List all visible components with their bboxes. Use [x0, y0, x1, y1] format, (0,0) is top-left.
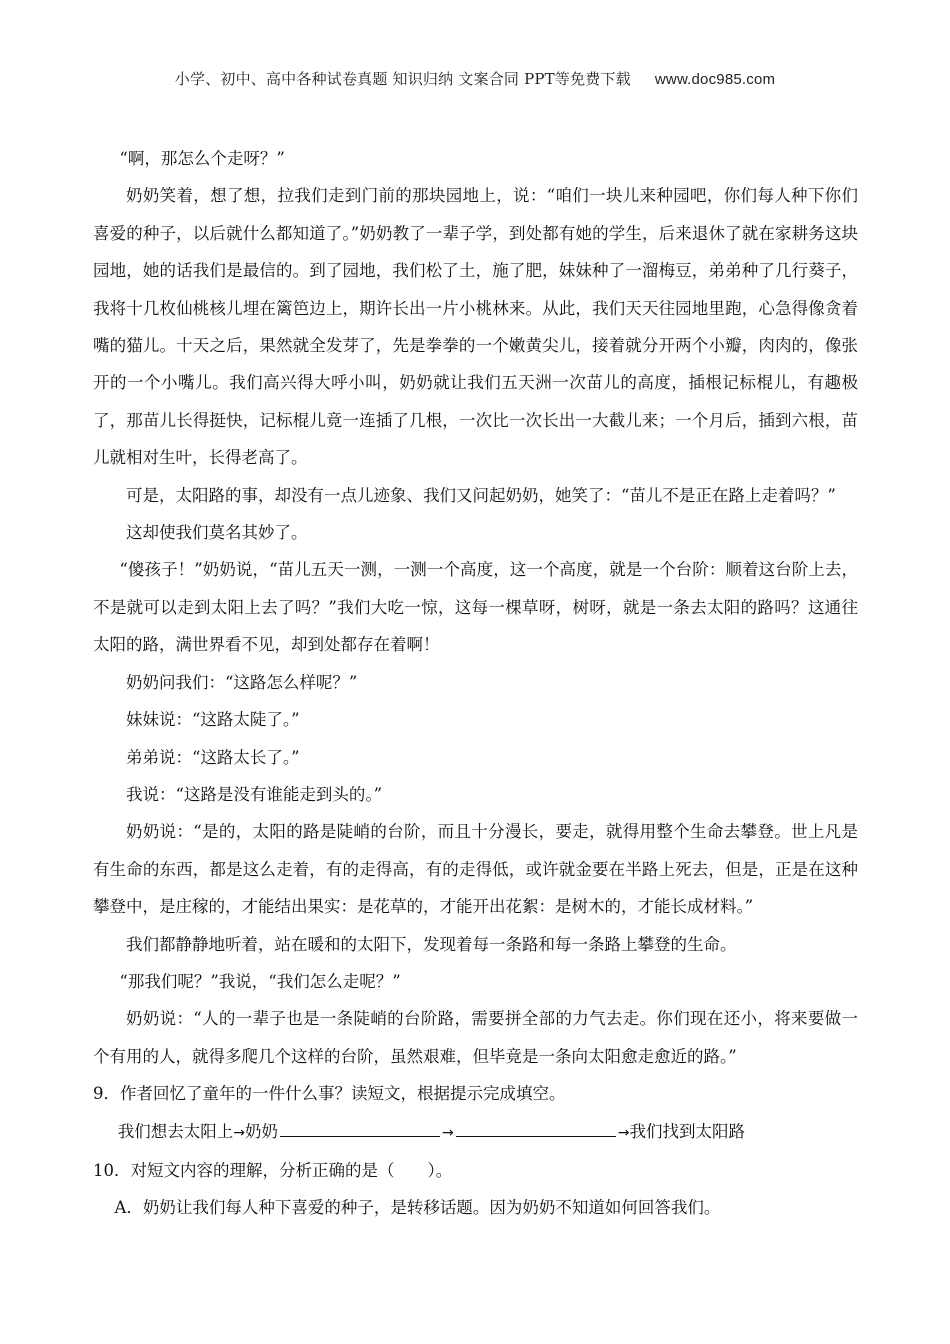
page-header: [0, 68, 950, 89]
story-paragraph: “傻孩子！”奶奶说，“苗儿五天一测，一测一个高度，这一个高度，就是一个台阶：顺着这台阶上去，不是就可以走到太阳上去了吗？”我们大吃一惊，这每一棵草呀，树呀，就是一条去太阳的路吗？这通往太阳的路，满世界看不见，却到处都存在着啊！: [93, 560, 858, 655]
document-body: [93, 140, 858, 1227]
story-paragraph: 可是，太阳路的事，却没有一点儿迹象、我们又问起奶奶，她笑了：“苗儿不是正在路上走着吗？”: [126, 485, 836, 505]
story-paragraph: 奶奶笑着，想了想，拉我们走到门前的那块园地上，说：“咱们一块儿来种园吧，你们每人种下你们喜爱的种子，以后就什么都知道了。”奶奶教了一辈子学，到处都有她的学生，后来退休了就在家耕务这块园地，她的话我们是最信的。到了园地，我们松了土，施了肥，妹妹种了一溜梅豆，弟弟种了几行葵子，我将十几枚仙桃核儿埋在篱笆边上，期许长出一片小桃林来。从此，我们天天往园地里跑，心急得像贪着嘴的猫儿。十天之后，果然就全发芽了，先是拳拳的一个嫩黄尖儿，接着就分开两个小瓣，肉肉的，像张开的一个小嘴儿。我们高兴得大呼小叫，奶奶就让我们五天洲一次苗儿的高度，插根记标棍儿，有趣极了，那苗儿长得挺快，记标棍儿竟一连插了几根，一次比一次长出一大截儿来；一个月后，插到六根，苗儿就相对生叶，长得老高了。: [93, 186, 858, 468]
arrow-icon: →: [441, 1124, 454, 1141]
question-9-fill-blanks: [93, 1113, 858, 1152]
question-10-option-a[interactable]: A．奶奶让我们每人种下喜爱的种子，是转移话题。因为奶奶不知道如何回答我们。: [114, 1198, 721, 1218]
story-paragraph: “啊，那怎么个走呀？”: [119, 149, 285, 168]
arrow-icon: →: [233, 1124, 245, 1141]
story-paragraph: 我说：“这路是没有谁能走到头的。”: [126, 784, 383, 804]
story-text: [93, 140, 858, 1075]
fill-start-text: 我们想去太阳上: [117, 1121, 234, 1141]
story-paragraph: “那我们呢？”我说，“我们怎么走呢？”: [119, 971, 401, 991]
story-paragraph: 我们都静静地听着，站在暖和的太阳下，发现着每一条路和每一条路上攀登的生命。: [126, 934, 737, 954]
question-10: 10．对短文内容的理解，分析正确的是（ ）。: [93, 1160, 453, 1180]
story-paragraph: 妹妹说：“这路太陡了。”: [126, 710, 300, 730]
header-site: www.doc985.com: [654, 71, 776, 88]
answer-blank-2[interactable]: [456, 1118, 616, 1137]
fill-grandma-text: 奶奶: [244, 1121, 278, 1141]
story-paragraph: 奶奶说：“是的，太阳的路是陡峭的台阶，而且十分漫长，要走，就得用整个生命去攀登。世上凡是有生命的东西，都是这么走着，有的走得高，有的走得低，或许就金要在半路上死去，但是，正是在这种攀登中，是庄稼的，才能结出果实：是花草的，才能开出花絮：是树木的，才能长成材料。”: [93, 822, 858, 917]
question-9: 9．作者回忆了童年的一件什么事？读短文，根据提示完成填空。: [93, 1084, 566, 1104]
arrow-icon: →: [617, 1124, 630, 1141]
header-text: 小学、初中、高中各种试卷真题 知识归纳 文案合同 PPT等免费下载: [174, 70, 631, 88]
fill-end-text: 我们找到太阳路: [629, 1121, 745, 1141]
story-paragraph: 奶奶问我们：“这路怎么样呢？”: [126, 672, 358, 692]
story-paragraph: 这却使我们莫名其妙了。: [126, 523, 308, 543]
story-paragraph: 奶奶说：“人的一辈子也是一条陡峭的台阶路，需要拼全部的力气去走。你们现在还小，将来要做一个有用的人，就得多爬几个这样的台阶，虽然艰难，但毕竟是一条向太阳愈走愈近的路。”: [93, 1009, 858, 1066]
story-paragraph: 弟弟说：“这路太长了。”: [126, 747, 300, 767]
answer-blank-1[interactable]: [280, 1118, 440, 1137]
